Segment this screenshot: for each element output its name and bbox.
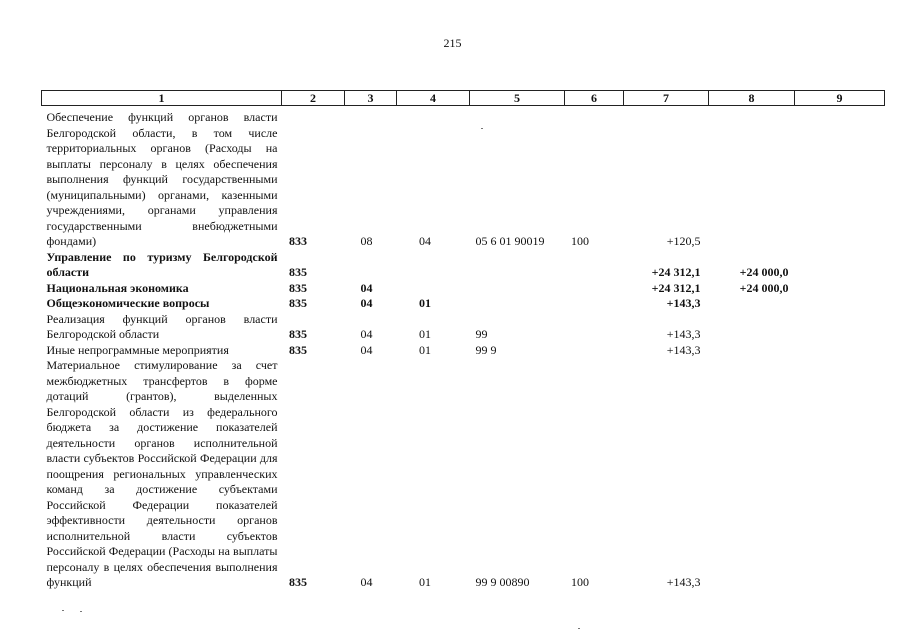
header-col-5: 5	[470, 91, 565, 106]
row-amount-8	[709, 296, 795, 312]
row-expense-type: 100	[571, 575, 589, 589]
row-amount-9	[795, 343, 885, 359]
row-amount-7: +143,3	[666, 296, 701, 310]
row-code-admin: 835	[289, 296, 307, 310]
row-target-article	[470, 250, 565, 281]
header-col-4: 4	[397, 91, 470, 106]
row-subsection: 01	[419, 575, 431, 589]
page-number: 215	[443, 36, 462, 50]
table-row	[42, 250, 885, 281]
scan-speck	[578, 628, 580, 629]
row-amount-9	[795, 281, 885, 297]
row-amount-9	[795, 250, 885, 281]
table-row	[42, 106, 885, 250]
row-amount-7: +143,3	[666, 342, 701, 357]
header-col-7: 7	[624, 91, 709, 106]
row-amount-7: +24 312,1	[651, 280, 701, 295]
header-col-2: 2	[282, 91, 345, 106]
row-section: 04	[360, 342, 373, 357]
row-code-admin: 835	[289, 342, 307, 357]
row-subsection: 01	[419, 296, 431, 310]
row-description: Управление по туризму Белгородской области	[46, 249, 278, 279]
header-col-9: 9	[795, 91, 885, 106]
table-row	[42, 358, 885, 591]
row-amount-9	[795, 312, 885, 343]
row-expense-type	[565, 250, 624, 281]
row-code-admin: 835	[289, 265, 307, 279]
row-description: Реализация функций органов власти Белгородской области	[46, 311, 278, 341]
row-target-article	[470, 296, 565, 312]
header-col-3: 3	[345, 91, 397, 106]
row-subsection	[397, 281, 470, 297]
header-row	[42, 91, 885, 106]
row-section: 08	[360, 234, 373, 248]
row-expense-type	[565, 281, 624, 297]
scan-speck	[80, 611, 82, 612]
row-expense-type	[565, 296, 624, 312]
table-row	[42, 312, 885, 343]
row-description: Общеэкономические вопросы	[46, 296, 210, 310]
row-expense-type	[565, 312, 624, 343]
row-description: Иные непрограммные мероприятия	[46, 342, 229, 357]
header-col-6: 6	[565, 91, 624, 106]
scan-speck	[62, 610, 64, 611]
row-description: Национальная экономика	[46, 280, 189, 295]
budget-table	[41, 90, 885, 591]
row-subsection: 01	[419, 342, 431, 357]
table-row	[42, 281, 885, 297]
row-section: 04	[360, 296, 373, 310]
row-amount-7: +24 312,1	[651, 265, 701, 279]
row-code-admin: 835	[289, 280, 307, 295]
header-col-1: 1	[42, 91, 282, 106]
row-target-article: 99	[475, 327, 488, 341]
scan-speck	[481, 128, 483, 129]
row-amount-9	[795, 296, 885, 312]
row-amount-9	[795, 106, 885, 250]
row-description: Обеспечение функций органов власти Белгородской области, в том числе территориальных органов (Расходы на выплаты персоналу в целях обеспечения выполнения функций государственными (муниципальными) органами, казенными учреждениями, органами управления государственными внебюджетными фондами)	[46, 110, 278, 248]
table-row	[42, 343, 885, 359]
row-description: Материальное стимулирование за счет межбюджетных трансфертов в форме дотаций (грантов), выделенных Белгородской области из федерального бюджета за достижение показателей деятельности органов исполнительной власти субъектов Российской Федерации для поощрения региональных управленческих команд за достижение субъектами Российской Федерации показателей эффективности деятельности органов исполнительной власти субъектов Российской Федерации (Расходы на выплаты персоналу в целях обеспечения выполнения функций	[46, 358, 278, 589]
row-target-article: 99 9	[475, 342, 497, 357]
row-code-admin: 835	[289, 327, 307, 341]
row-target-article: 05 6 01 90019	[475, 234, 545, 248]
row-expense-type	[565, 343, 624, 359]
row-expense-type: 100	[571, 234, 589, 248]
row-target-article	[470, 281, 565, 297]
row-subsection: 04	[419, 234, 431, 248]
row-amount-7: +143,3	[666, 327, 701, 341]
row-section	[345, 250, 397, 281]
row-section: 04	[360, 575, 373, 589]
header-col-8: 8	[709, 91, 795, 106]
row-code-admin: 833	[289, 234, 307, 248]
row-amount-8	[709, 343, 795, 359]
row-amount-7: +143,3	[666, 575, 701, 589]
row-amount-7: +120,5	[666, 234, 701, 248]
row-subsection: 01	[419, 327, 431, 341]
row-section: 04	[360, 280, 373, 295]
row-amount-8	[709, 312, 795, 343]
row-target-article: 99 9 00890	[475, 575, 530, 589]
row-amount-8	[709, 358, 795, 591]
table-row	[42, 296, 885, 312]
row-amount-8: +24 000,0	[739, 280, 789, 295]
row-section: 04	[360, 327, 373, 341]
row-amount-8	[709, 106, 795, 250]
row-amount-9	[795, 358, 885, 591]
row-subsection	[397, 250, 470, 281]
row-amount-8: +24 000,0	[739, 265, 789, 279]
row-code-admin: 835	[289, 575, 307, 589]
